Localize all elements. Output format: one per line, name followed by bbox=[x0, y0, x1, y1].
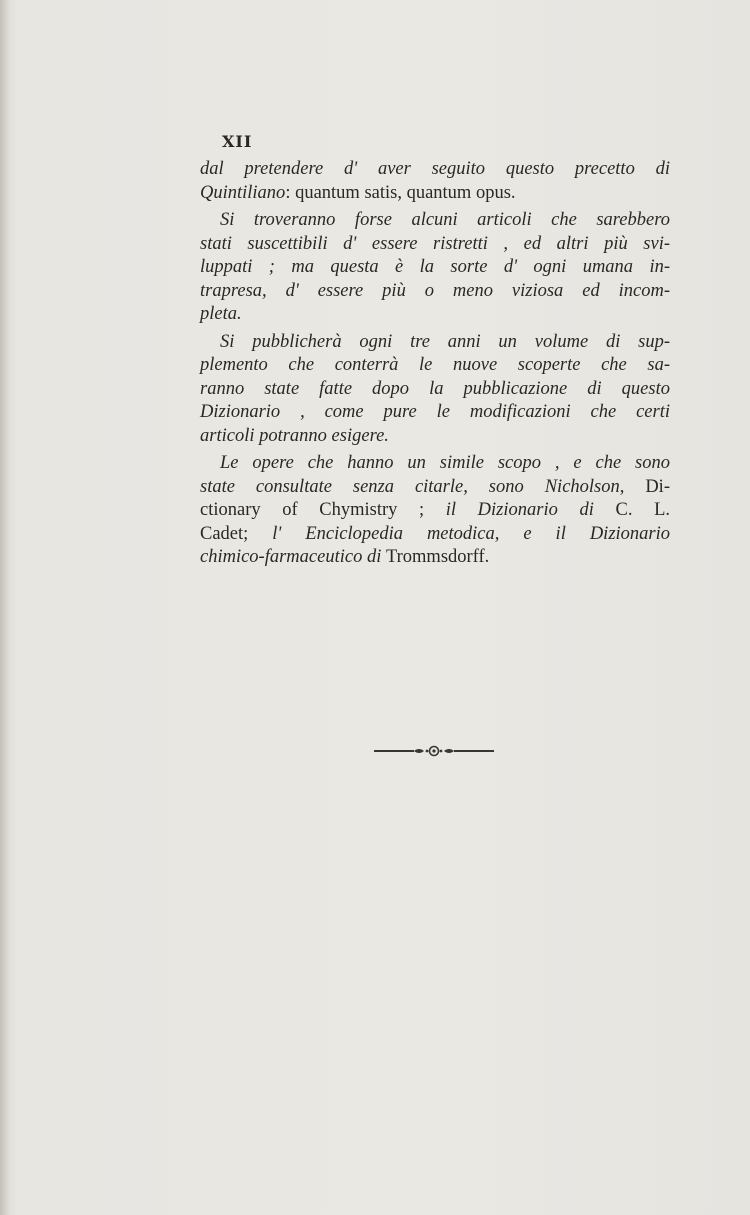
text-line bbox=[200, 546, 670, 570]
text-line bbox=[200, 280, 670, 304]
text-segment: Si pubblicherà ogni tre anni un volume di sup- bbox=[220, 331, 670, 352]
text-segment: Cadet; bbox=[200, 523, 273, 544]
text-segment: articoli potranno esigere. bbox=[200, 425, 389, 446]
text-segment: Le opere che hanno un simile scopo , e che sono bbox=[220, 453, 670, 473]
text-segment: pleta. bbox=[200, 304, 242, 324]
text-segment: Nicholson bbox=[544, 476, 620, 497]
text-segment: Dizionario , come pure le modificazioni che certi bbox=[200, 402, 670, 422]
text-line bbox=[200, 182, 670, 206]
text-segment: dal pretendere d' aver seguito questo precetto di bbox=[200, 159, 670, 179]
text-segment: Quintiliano bbox=[200, 182, 286, 203]
ornament-divider-icon bbox=[372, 745, 496, 757]
text-line bbox=[200, 331, 670, 355]
paragraph bbox=[200, 158, 670, 205]
text-line bbox=[200, 425, 670, 449]
text-segment: Trommsdorff. bbox=[385, 547, 490, 567]
text-line bbox=[200, 401, 670, 425]
text-segment: , Di- bbox=[619, 476, 670, 497]
text-line bbox=[200, 158, 670, 182]
page-number: XII bbox=[222, 132, 253, 151]
text-line bbox=[200, 452, 670, 476]
text-line bbox=[200, 523, 670, 547]
text-segment: luppati ; ma questa è la sorte d' ogni umana in- bbox=[200, 257, 670, 277]
text-line bbox=[200, 354, 670, 378]
text-line bbox=[200, 303, 670, 327]
text-line bbox=[200, 233, 670, 257]
text-segment: ctionary of Chymistry ; bbox=[200, 500, 446, 520]
text-segment: chimico-farmaceutico di bbox=[200, 547, 386, 567]
text-line bbox=[200, 256, 670, 280]
text-segment: : quantum satis, quantum opus. bbox=[285, 182, 516, 203]
text-segment: ranno state fatte dopo la pubblicazione di questo bbox=[200, 378, 670, 399]
text-segment: plemento che conterrà le nuove scoperte che sa- bbox=[200, 355, 670, 375]
text-segment: Si troveranno forse alcuni articoli che sarebbero bbox=[220, 210, 670, 230]
paragraph bbox=[200, 331, 670, 449]
text-segment: stati suscettibili d' essere ristretti , ed altri più svi- bbox=[200, 233, 670, 254]
paragraph bbox=[200, 209, 670, 327]
text-segment: il Dizionario di bbox=[445, 500, 616, 520]
text-line bbox=[200, 499, 670, 523]
text-segment: C. L. bbox=[615, 500, 670, 520]
text-line bbox=[200, 476, 670, 500]
paragraph bbox=[200, 452, 670, 570]
body-text bbox=[200, 158, 670, 574]
text-segment: l' Enciclopedia metodica, e il Dizionario bbox=[272, 523, 670, 544]
text-line bbox=[200, 378, 670, 402]
text-segment: trapresa, d' essere più o meno viziosa ed incom- bbox=[200, 280, 670, 301]
text-line bbox=[200, 209, 670, 233]
text-segment: state consultate senza citarle, sono bbox=[200, 476, 545, 497]
